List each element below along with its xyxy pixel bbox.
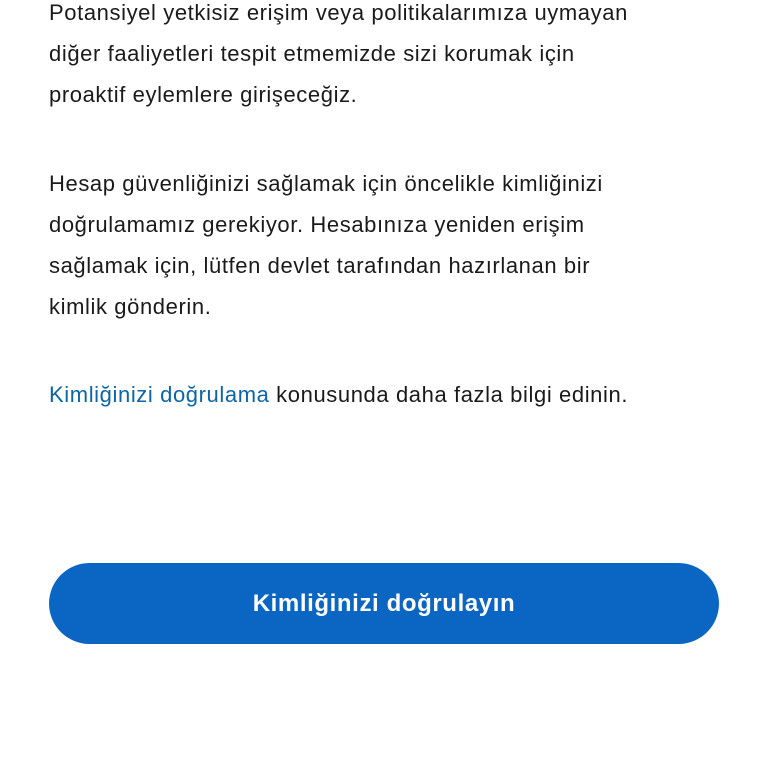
- text-line: sağlamak için, lütfen devlet tarafından hazırlanan bir: [49, 253, 591, 278]
- identity-verification-link[interactable]: Kimliğinizi doğrulama: [49, 382, 270, 407]
- text-line: doğrulamamız gerekiyor. Hesabınıza yeniden erişim: [49, 212, 585, 237]
- text-line: Hesap güvenliğinizi sağlamak için öncelikle kimliğinizi: [49, 171, 603, 196]
- verify-identity-button[interactable]: Kimliğinizi doğrulayın: [49, 563, 719, 644]
- verification-paragraph: [49, 163, 603, 327]
- text-line: Potansiyel yetkisiz erişim veya politikalarımıza uymayan: [49, 0, 628, 25]
- learn-more-paragraph: [49, 374, 628, 415]
- text-line: kimlik gönderin.: [49, 294, 212, 319]
- text-line: diğer faaliyetleri tespit etmemizde sizi korumak için: [49, 41, 575, 66]
- text-line: proaktif eylemlere girişeceğiz.: [49, 82, 358, 107]
- protection-paragraph: [49, 0, 628, 115]
- learn-more-text: konusunda daha fazla bilgi edinin.: [269, 382, 629, 407]
